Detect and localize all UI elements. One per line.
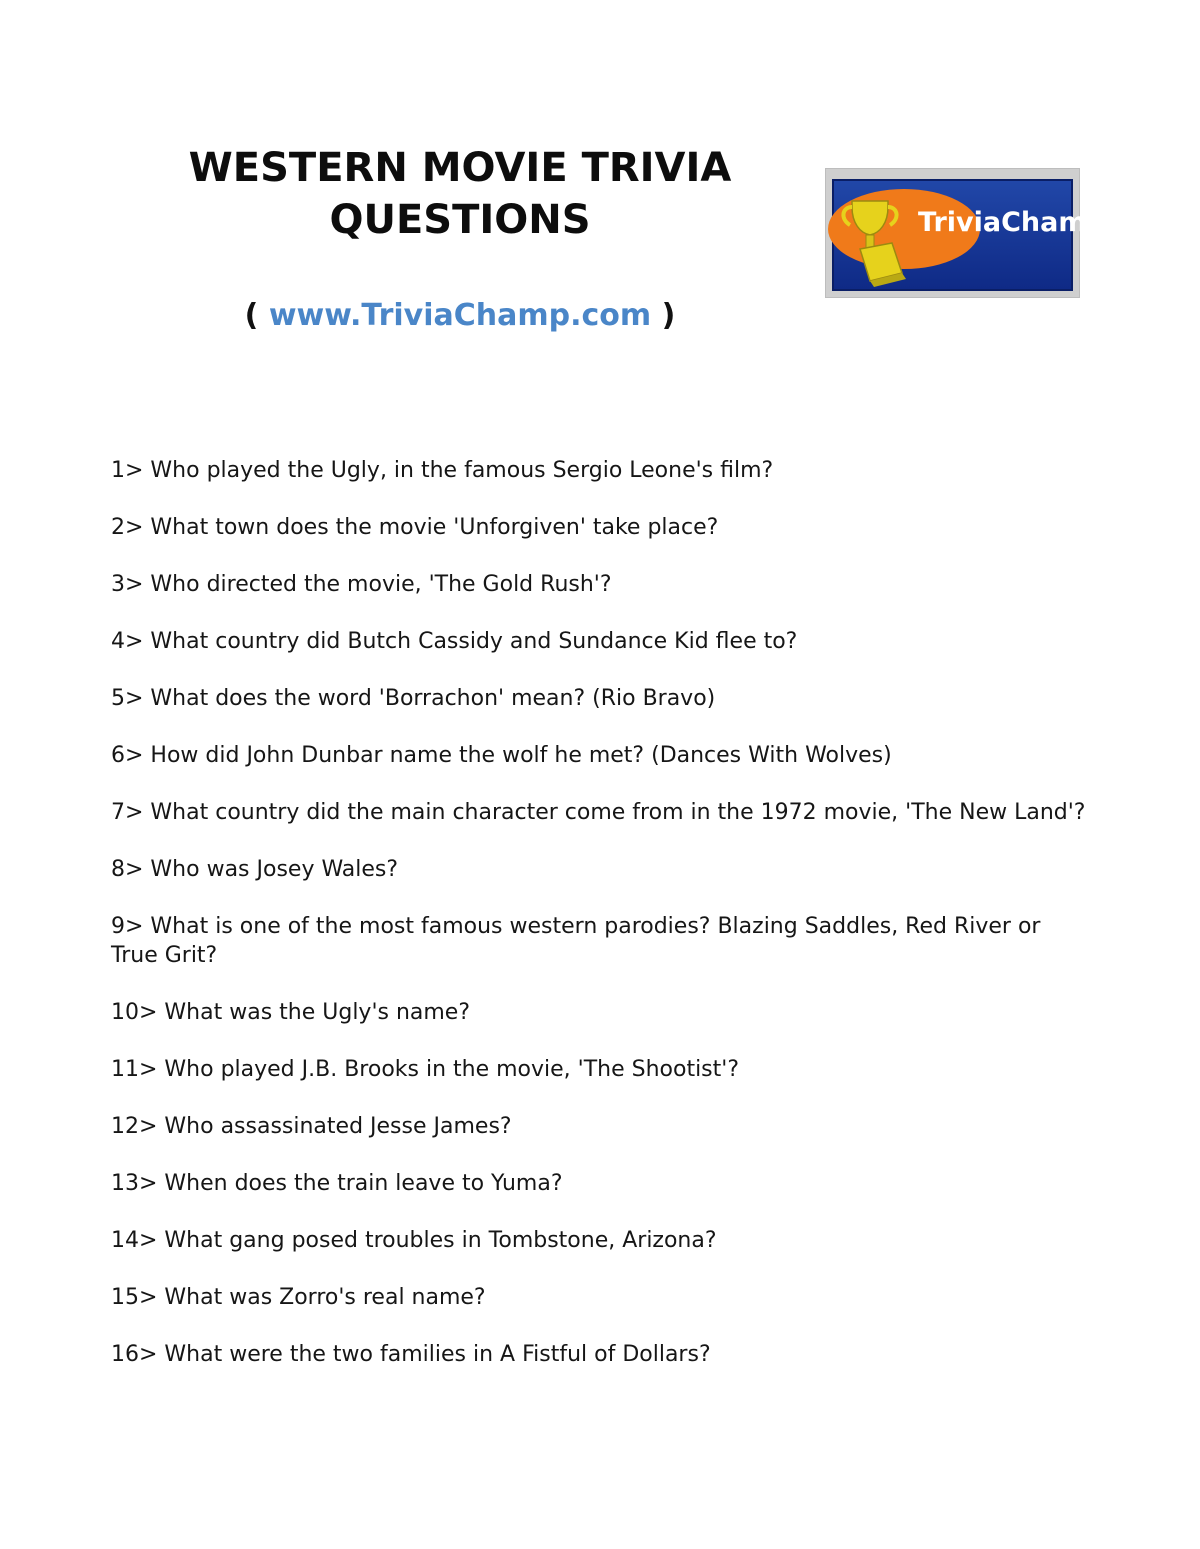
list-item: 2> What town does the movie 'Unforgiven' take place? <box>111 515 719 540</box>
list-item: 14> What gang posed troubles in Tombstone, Arizona? <box>111 1228 717 1253</box>
list-item: 16> What were the two families in A Fistful of Dollars? <box>111 1342 711 1367</box>
page-title <box>110 142 810 246</box>
list-item: 8> Who was Josey Wales? <box>111 857 399 882</box>
list-item: 10> What was the Ugly's name? <box>111 1000 471 1025</box>
logo-text-champ: Champ <box>1001 207 1106 238</box>
site-close-paren: ) <box>651 298 676 333</box>
list-item: 7> What country did the main character come from in the 1972 movie, 'The New Land'? <box>111 800 1086 825</box>
list-item: 12> Who assassinated Jesse James? <box>111 1114 512 1139</box>
list-item: 4> What country did Butch Cassidy and Sundance Kid flee to? <box>111 629 798 654</box>
logo-panel <box>832 179 1106 291</box>
list-item: 11> Who played J.B. Brooks in the movie, 'The Shootist'? <box>111 1057 739 1082</box>
list-item: 1> Who played the Ugly, in the famous Sergio Leone's film? <box>111 458 774 483</box>
list-item: 9> What is one of the most famous western parodies? Blazing Saddles, Red River or True Grit? <box>111 914 1041 968</box>
trivia-champ-logo <box>825 168 1106 298</box>
list-item: 15> What was Zorro's real name? <box>111 1285 486 1310</box>
site-link[interactable]: www.TriviaChamp.com <box>268 298 652 333</box>
logo-text-trivia: Trivia <box>918 207 1002 238</box>
list-item: 13> When does the train leave to Yuma? <box>111 1171 563 1196</box>
list-item: 3> Who directed the movie, 'The Gold Rush'? <box>111 572 612 597</box>
list-item: 5> What does the word 'Borrachon' mean? (Rio Bravo) <box>111 686 716 711</box>
logo-wordmark <box>918 207 1106 238</box>
list-item: 6> How did John Dunbar name the wolf he met? (Dances With Wolves) <box>111 743 892 768</box>
title-line-2: QUESTIONS <box>329 197 591 243</box>
site-line <box>110 296 810 336</box>
question-list <box>111 456 1091 1397</box>
title-line-1: WESTERN MOVIE TRIVIA <box>188 145 732 191</box>
site-open-paren: ( <box>244 298 269 333</box>
